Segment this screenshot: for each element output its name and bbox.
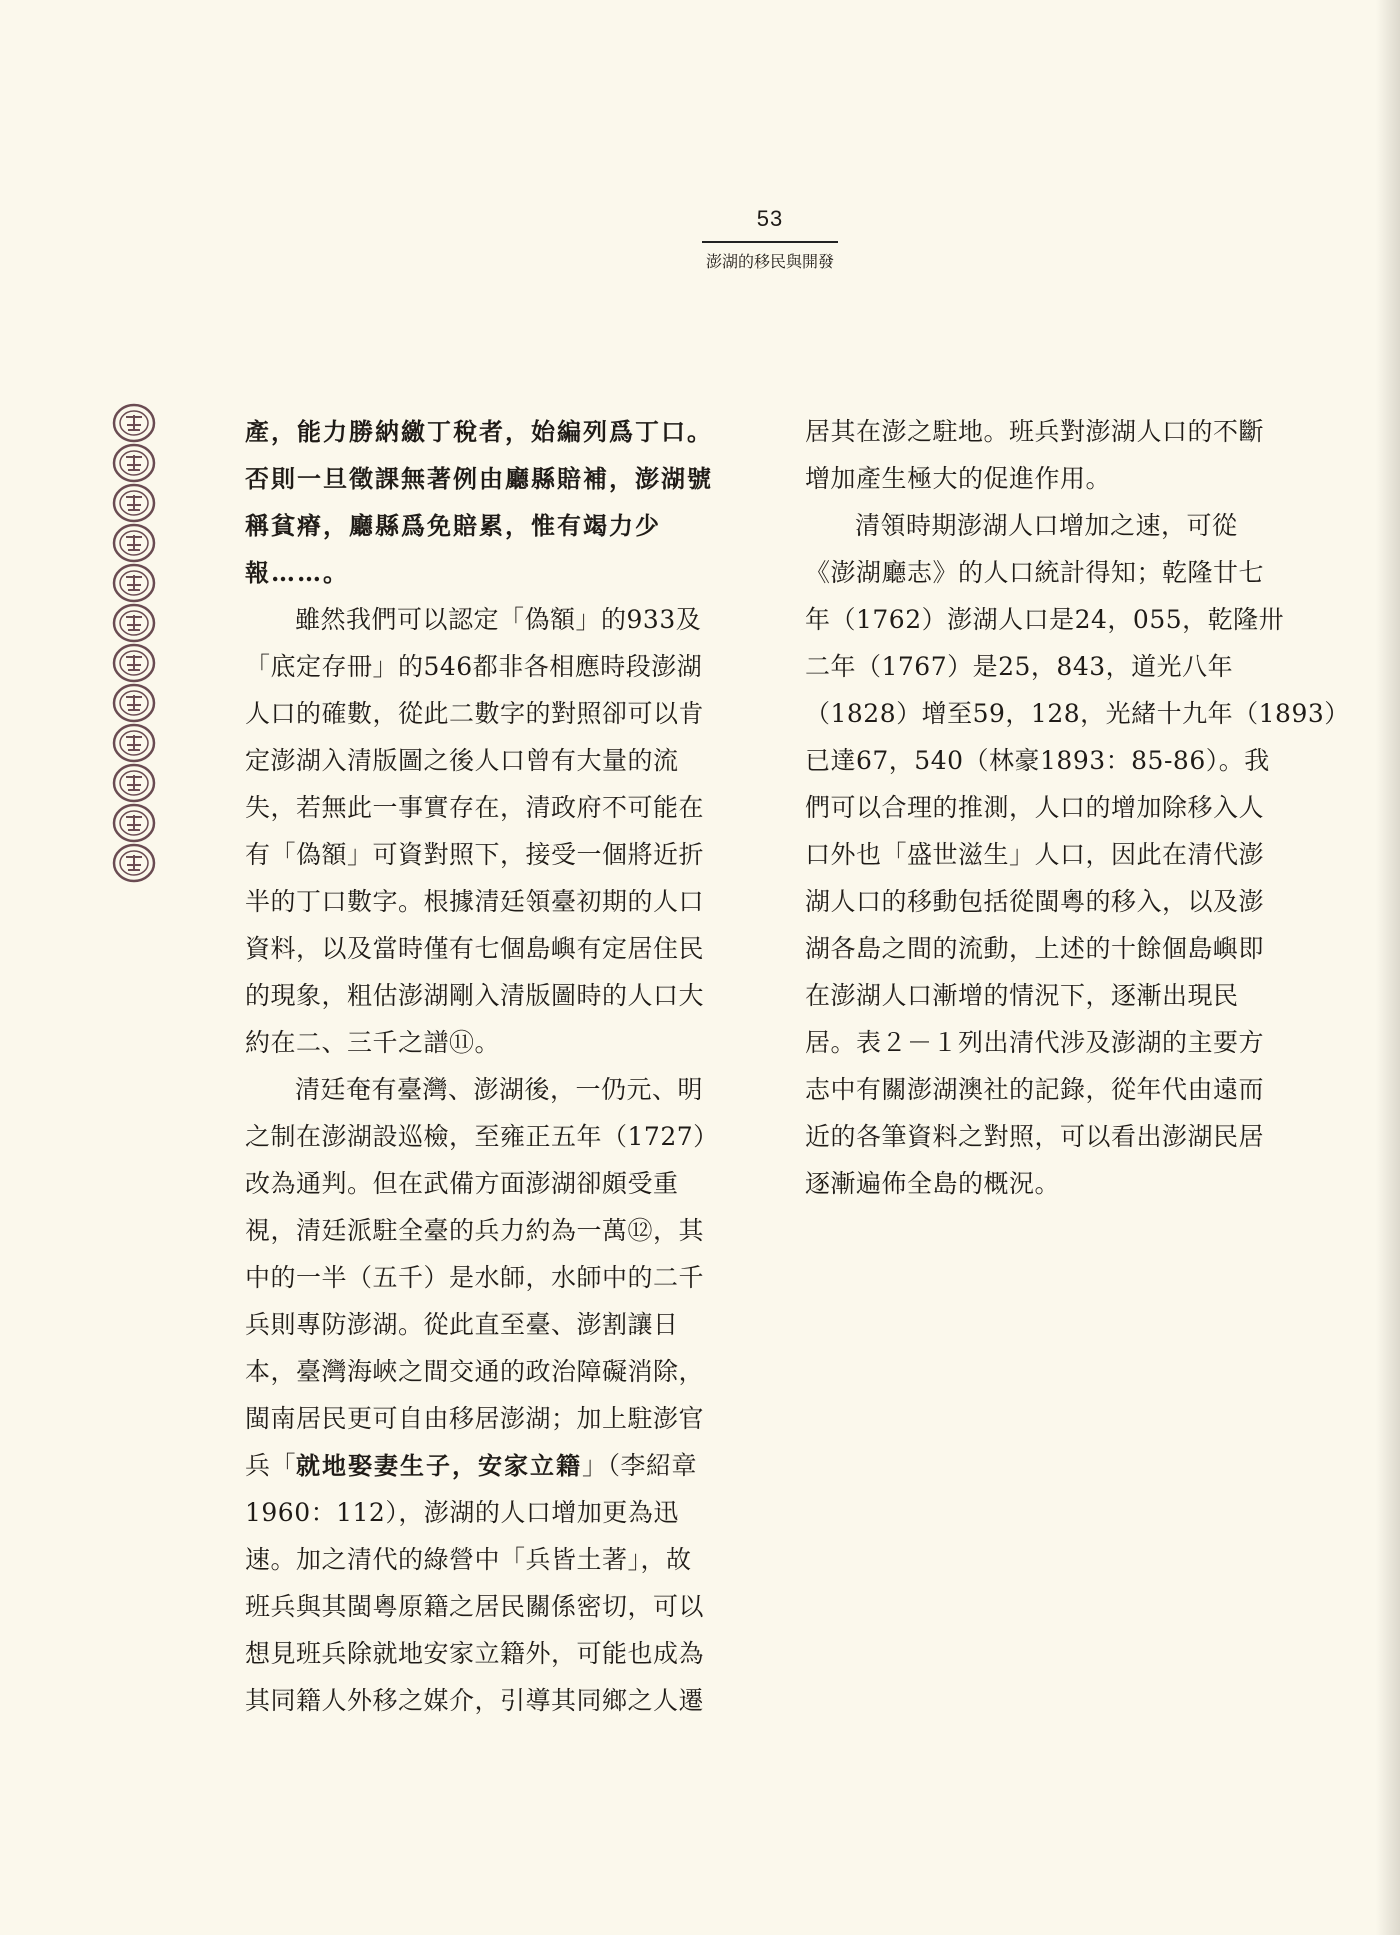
text-line: 失，若無此一事實存在，清政府不可能在: [245, 793, 705, 822]
paragraph: [805, 502, 1350, 1207]
running-title: 澎湖的移民與開發: [705, 252, 834, 271]
left-column: [245, 408, 719, 1724]
text-line: 1960：112），澎湖的人口增加更為迅: [245, 1498, 679, 1527]
seal-icon: [111, 723, 157, 763]
seal-icon: [111, 523, 157, 563]
block-quote: [245, 408, 715, 596]
text-line: 閩南居民更可自由移居澎湖；加上駐澎官: [245, 1404, 705, 1433]
text-line: 們可以合理的推測，人口的增加除移入人: [805, 793, 1265, 822]
text-line: 人口的確數，從此二數字的對照卻可以肯: [245, 699, 705, 728]
text-line: 雖然我們可以認定「偽額」的933及: [295, 605, 702, 634]
text-line: 居其在澎之駐地。班兵對澎湖人口的不斷: [805, 417, 1265, 446]
inline-quote: 就地娶妻生子，安家立籍: [296, 1451, 583, 1480]
seal-icon: [111, 603, 157, 643]
text-line: 清領時期澎湖人口增加之速，可從: [855, 511, 1238, 540]
right-column: [805, 408, 1350, 1207]
text-line: 資料，以及當時僅有七個島嶼有定居住民: [245, 934, 705, 963]
text-line: 有「偽額」可資對照下，接受一個將近折: [245, 840, 705, 869]
text-line: 兵則專防澎湖。從此直至臺、澎割讓日: [245, 1310, 679, 1339]
paragraph: [805, 408, 1275, 502]
text-line: [245, 1442, 715, 1489]
page-header: [690, 205, 850, 273]
seal-icon: [111, 403, 157, 443]
text-line: 湖人口的移動包括從閩粵的移入，以及澎: [805, 887, 1265, 916]
seal-icon: [111, 443, 157, 483]
seal-icon: [111, 483, 157, 523]
text-line: 其同籍人外移之媒介，引導其同鄉之人遷: [245, 1686, 705, 1715]
text-line: 增加產生極大的促進作用。: [805, 464, 1112, 493]
text-line: 口外也「盛世滋生」人口，因此在清代澎: [805, 840, 1265, 869]
text-line: 志中有關澎湖澳社的記錄，從年代由遠而: [805, 1075, 1265, 1104]
text-line: 的現象，粗估澎湖剛入清版圖時的人口大: [245, 981, 705, 1010]
quote-line: 報……。: [245, 558, 349, 587]
text-line: 班兵與其閩粵原籍之居民關係密切，可以: [245, 1592, 705, 1621]
text-line: 改為通判。但在武備方面澎湖卻頗受重: [245, 1169, 679, 1198]
text-line: 想見班兵除就地安家立籍外，可能也成為: [245, 1639, 705, 1668]
text-line: 逐漸遍佈全島的概況。: [805, 1169, 1061, 1198]
quote-line: 否則一旦徵課無著例由廳縣賠補，澎湖號: [245, 464, 713, 493]
paragraph: [245, 596, 715, 1066]
text-line: 二年（1767）是25，843，道光八年: [805, 652, 1234, 681]
text-line: 居。表２－１列出清代涉及澎湖的主要方: [805, 1028, 1265, 1057]
text-line: （1828）增至59，128，光緒十九年（1893）: [805, 699, 1350, 728]
seal-pattern-icon: [111, 403, 157, 883]
text-line: 「底定存冊」的546都非各相應時段澎湖: [245, 652, 703, 681]
seal-icon: [111, 643, 157, 683]
text-line: 半的丁口數字。根據清廷領臺初期的人口: [245, 887, 705, 916]
page-number: 53: [756, 206, 784, 231]
text-line: 視，清廷派駐全臺的兵力約為一萬⑫，其: [245, 1216, 705, 1245]
header-rule: [702, 241, 838, 243]
text-line: 在澎湖人口漸增的情況下，逐漸出現民: [805, 981, 1239, 1010]
seal-icon: [111, 683, 157, 723]
quote-line: 產，能力勝納繳丁稅者，始編列爲丁口。: [245, 417, 713, 446]
paragraph: [245, 1066, 719, 1724]
text-line: 近的各筆資料之對照，可以看出澎湖民居: [805, 1122, 1265, 1151]
seal-icon: [111, 803, 157, 843]
page-edge-shadow: [1376, 0, 1400, 1935]
seal-icon: [111, 763, 157, 803]
text-fragment: 兵「: [245, 1451, 297, 1480]
text-line: 湖各島之間的流動，上述的十餘個島嶼即: [805, 934, 1265, 963]
quote-line: 稱貧瘠，廳縣爲免賠累，惟有竭力少: [245, 511, 661, 540]
text-line: 定澎湖入清版圖之後人口曾有大量的流: [245, 746, 679, 775]
text-line: 約在二、三千之譜⑪。: [245, 1028, 501, 1057]
seal-icon: [111, 563, 157, 603]
seal-icon: [111, 843, 157, 883]
text-fragment: 」（李紹章: [582, 1451, 698, 1480]
text-line: 速。加之清代的綠營中「兵皆土著」，故: [245, 1545, 692, 1574]
text-line: 年（1762）澎湖人口是24，055，乾隆卅: [805, 605, 1285, 634]
text-line: 本，臺灣海峽之間交通的政治障礙消除，: [245, 1357, 705, 1386]
text-line: 之制在澎湖設巡檢，至雍正五年（1727）: [245, 1122, 719, 1151]
text-line: 清廷奄有臺灣、澎湖後，一仍元、明: [295, 1075, 704, 1104]
text-line: 《澎湖廳志》的人口統計得知；乾隆廿七: [805, 558, 1265, 587]
text-line: 中的一半（五千）是水師，水師中的二千: [245, 1263, 705, 1292]
text-line: 已達67，540（林豪1893：85-86）。我: [805, 746, 1270, 775]
